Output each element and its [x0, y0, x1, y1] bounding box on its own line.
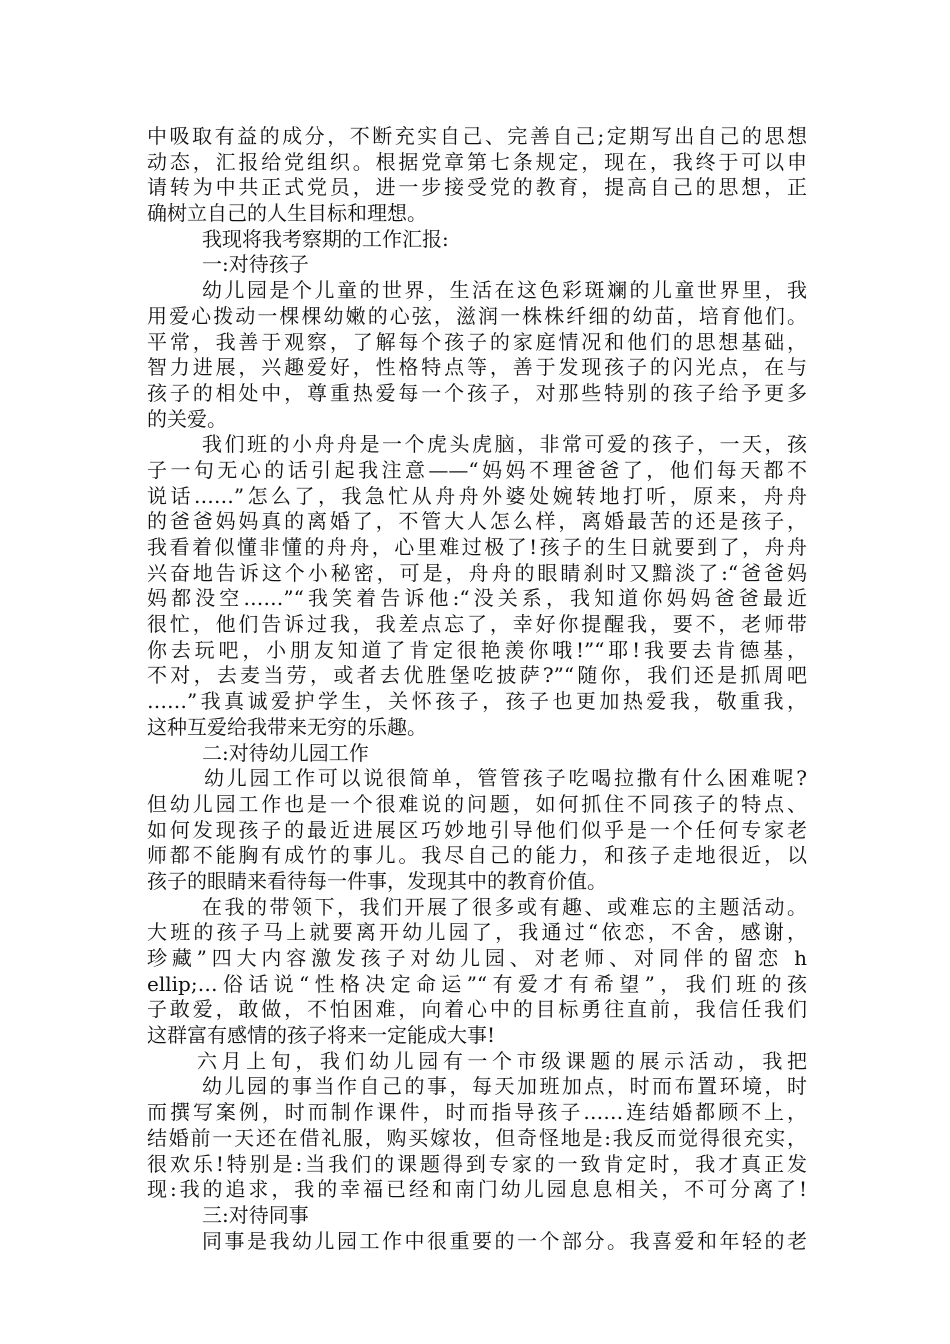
- text-line: 不对，去麦当劳，或者去优胜堡吃披萨?”“随你，我们还是抓周吧: [147, 663, 807, 688]
- text-line: 但幼儿园工作也是一个很难说的问题，如何抓住不同孩子的特点、: [147, 791, 807, 816]
- text-line: 很欢乐!特别是:当我们的课题得到专家的一致肯定时，我才真正发: [147, 1151, 807, 1176]
- text-line: 在我的带领下，我们开展了很多或有趣、或难忘的主题活动。: [202, 894, 807, 919]
- text-line: 用爱心拨动一棵棵幼嫩的心弦，滋润一株株纤细的幼苗，培育他们。: [147, 303, 807, 328]
- text-line: 而撰写案例，时而制作课件，时而指导孩子……连结婚都顾不上，: [147, 1100, 807, 1125]
- text-line: 我看着似懂非懂的舟舟，心里难过极了!孩子的生日就要到了，舟舟: [147, 535, 807, 559]
- text-line: 动态，汇报给党组织。根据党章第七条规定，现在，我终于可以申: [147, 149, 807, 174]
- document-body: [147, 124, 807, 1254]
- text-line: 请转为中共正式党员，进一步接受党的教育，提高自己的思想，正: [147, 175, 807, 200]
- text-line: 的爸爸妈妈真的离婚了，不管大人怎么样，离婚最苦的还是孩子，: [147, 509, 807, 534]
- text-line: 确树立自己的人生目标和理想。: [147, 201, 427, 226]
- text-line: 珍藏”四大内容激发孩子对幼儿园、对老师、对同伴的留恋 h: [147, 946, 807, 970]
- text-line: 你去玩吧，小朋友知道了肯定很艳羡你哦!”“耶!我要去肯德基，: [147, 637, 807, 662]
- section-heading: 三:对待同事: [202, 1202, 309, 1227]
- text-line: 幼儿园的事当作自己的事，每天加班加点，时而布置环境，时: [202, 1074, 807, 1099]
- text-line: 同事是我幼儿园工作中很重要的一个部分。我喜爱和年轻的老: [202, 1228, 807, 1253]
- text-line: 这种互爱给我带来无穷的乐趣。: [147, 714, 427, 739]
- text-line: 中吸取有益的成分，不断充实自己、完善自己;定期写出自己的思想: [147, 124, 807, 148]
- text-line: 幼儿园工作可以说很简单，管管孩子吃喝拉撒有什么困难呢?: [204, 766, 807, 791]
- text-line: 说话……”怎么了，我急忙从舟舟外婆处婉转地打听，原来，舟舟: [147, 483, 807, 508]
- text-line: 我现将我考察期的工作汇报:: [202, 226, 449, 251]
- text-line: 的关爱。: [147, 406, 227, 431]
- text-line: 子敢爱，敢做，不怕困难，向着心中的目标勇往直前，我信任我们: [147, 997, 807, 1022]
- text-line: 结婚前一天还在借礼服，购买嫁妆，但奇怪地是:我反而觉得很充实，: [147, 1125, 807, 1150]
- text-line: 孩子的相处中，尊重热爱每一个孩子，对那些特别的孩子给予更多: [147, 380, 807, 405]
- text-line: 幼儿园是个儿童的世界，生活在这色彩斑斓的儿童世界里，我: [202, 278, 807, 303]
- text-line: 如何发现孩子的最近进展区巧妙地引导他们似乎是一个任何专家老: [147, 817, 807, 842]
- text-line: 很忙，他们告诉过我，我差点忘了，幸好你提醒我，要不，老师带: [147, 612, 807, 637]
- text-line: 我们班的小舟舟是一个虎头虎脑，非常可爱的孩子，一天，孩: [202, 432, 807, 457]
- section-heading: 二:对待幼儿园工作: [202, 740, 369, 765]
- text-line: 大班的孩子马上就要离开幼儿园了，我通过“依恋，不舍，感谢，: [147, 920, 807, 945]
- text-line: 师都不能胸有成竹的事儿。我尽自己的能力，和孩子走地很近，以: [147, 843, 807, 868]
- text-line: 子一句无心的话引起我注意——“妈妈不理爸爸了，他们每天都不: [147, 457, 807, 482]
- text-line: 妈都没空……”“我笑着告诉他:“没关系，我知道你妈妈爸爸最近: [147, 586, 807, 611]
- text-line: 智力进展，兴趣爱好，性格特点等，善于发现孩子的闪光点，在与: [147, 355, 807, 380]
- text-line: ellip;…俗话说“性格决定命运”“有爱才有希望”，我们班的孩: [147, 971, 807, 996]
- text-line: 这群富有感情的孩子将来一定能成大事!: [147, 1023, 496, 1048]
- text-line: 平常，我善于观察，了解每个孩子的家庭情况和他们的思想基础，: [147, 329, 807, 354]
- text-line: ……”我真诚爱护学生，关怀孩子，孩子也更加热爱我，敬重我，: [147, 689, 807, 714]
- text-line: 现:我的追求，我的幸福已经和南门幼儿园息息相关，不可分离了!: [147, 1177, 807, 1202]
- text-line: 孩子的眼睛来看待每一件事，发现其中的教育价值。: [147, 868, 607, 893]
- section-heading: 一:对待孩子: [202, 252, 309, 277]
- text-line: 六月上旬，我们幼儿园有一个市级课题的展示活动，我把: [197, 1048, 807, 1073]
- text-line: 兴奋地告诉这个小秘密，可是，舟舟的眼睛刹时又黯淡了:“爸爸妈: [147, 560, 807, 585]
